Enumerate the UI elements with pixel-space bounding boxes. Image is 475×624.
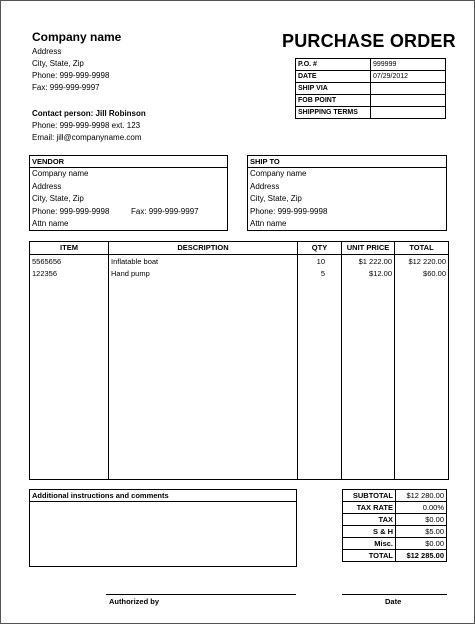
row-description: Inflatable boat <box>111 257 159 266</box>
order-info-table <box>295 58 446 119</box>
row-unit-price: $12.00 <box>369 269 392 278</box>
order-info-value: 07/29/2012 <box>371 71 446 83</box>
vendor-address: Address <box>32 181 62 191</box>
order-info-row <box>296 107 446 119</box>
order-info-value: 999999 <box>371 59 446 71</box>
row-item: 5565656 <box>32 257 62 266</box>
contact-phone: Phone: 999-999-9998 ext. 123 <box>32 121 141 130</box>
order-info-row <box>296 95 446 107</box>
order-info-row <box>296 71 446 83</box>
company-name: Company name <box>32 30 122 44</box>
totals-label: TAX RATE <box>343 502 396 514</box>
ship-to-address: Address <box>250 181 280 191</box>
totals-row <box>343 538 447 550</box>
header-description: DESCRIPTION <box>177 243 229 252</box>
totals-value: $0.00 <box>396 538 447 550</box>
order-info-value <box>371 83 446 95</box>
contact-email: Email: jill@companyname.com <box>32 133 142 142</box>
vendor-city: City, State, Zip <box>32 194 84 203</box>
totals-label: S & H <box>343 526 396 538</box>
vendor-heading: VENDOR <box>30 156 227 168</box>
totals-table <box>342 489 447 562</box>
instructions-heading: Additional instructions and comments <box>30 490 296 502</box>
row-qty: 10 <box>316 257 325 266</box>
totals-label: TOTAL <box>343 550 396 562</box>
ship-to-attn: Attn name <box>250 219 287 228</box>
ship-to-box <box>247 155 447 231</box>
date-signature-line <box>342 594 447 595</box>
order-info-label: SHIP VIA <box>296 83 371 95</box>
order-info-row <box>296 83 446 95</box>
authorized-signature-line <box>106 594 296 595</box>
totals-value: $12 280.00 <box>396 490 447 502</box>
vendor-box <box>29 155 228 231</box>
ship-to-name: Company name <box>250 169 307 178</box>
totals-value: 0.00% <box>396 502 447 514</box>
header-total: TOTAL <box>409 243 434 252</box>
order-info-value <box>371 107 446 119</box>
row-item: 122356 <box>32 269 58 278</box>
totals-label: TAX <box>343 514 396 526</box>
header-unit-price: UNIT PRICE <box>346 243 390 252</box>
totals-value: $0.00 <box>396 514 447 526</box>
ship-to-phone: Phone: 999-999-9998 <box>250 206 328 216</box>
order-info-row <box>296 59 446 71</box>
items-table <box>29 241 449 480</box>
totals-label: Misc. <box>343 538 396 550</box>
authorized-by-label: Authorized by <box>109 597 159 606</box>
vendor-fax: Fax: 999-999-9997 <box>131 206 199 216</box>
company-city: City, State, Zip <box>32 59 84 68</box>
date-label: Date <box>385 597 402 606</box>
row-total: $60.00 <box>423 269 446 278</box>
row-total: $12 220.00 <box>408 257 446 266</box>
company-phone: Phone: 999-999-9998 <box>32 71 110 80</box>
ship-to-heading: SHIP TO <box>248 156 446 168</box>
column-divider <box>108 242 109 479</box>
row-unit-price: $1 222.00 <box>358 257 392 266</box>
vendor-phone-line <box>30 206 227 219</box>
contact-person: Contact person: Jill Robinson <box>32 109 146 118</box>
order-info-label: FOB POINT <box>296 95 371 107</box>
totals-label: SUBTOTAL <box>343 490 396 502</box>
row-qty: 5 <box>320 269 325 278</box>
vendor-name: Company name <box>32 169 89 178</box>
totals-value: $12 285.00 <box>396 550 447 562</box>
instructions-box <box>29 489 297 567</box>
row-description: Hand pump <box>111 269 150 278</box>
ship-to-city: City, State, Zip <box>250 194 302 203</box>
header-item: ITEM <box>60 243 78 252</box>
order-info-value <box>371 95 446 107</box>
totals-row <box>343 502 447 514</box>
company-address: Address <box>32 47 62 56</box>
order-info-label: P.O. # <box>296 59 371 71</box>
company-fax: Fax: 999-999-9997 <box>32 83 100 92</box>
totals-row <box>343 490 447 502</box>
document-title: PURCHASE ORDER <box>282 31 456 51</box>
vendor-phone: Phone: 999-999-9998 <box>32 206 110 216</box>
totals-value: $5.00 <box>396 526 447 538</box>
totals-row <box>343 514 447 526</box>
order-info-label: DATE <box>296 71 371 83</box>
totals-row <box>343 550 447 562</box>
order-info-label: SHIPPING TERMS <box>296 107 371 119</box>
vendor-attn: Attn name <box>32 219 69 228</box>
totals-row <box>343 526 447 538</box>
header-qty: QTY <box>311 243 328 252</box>
